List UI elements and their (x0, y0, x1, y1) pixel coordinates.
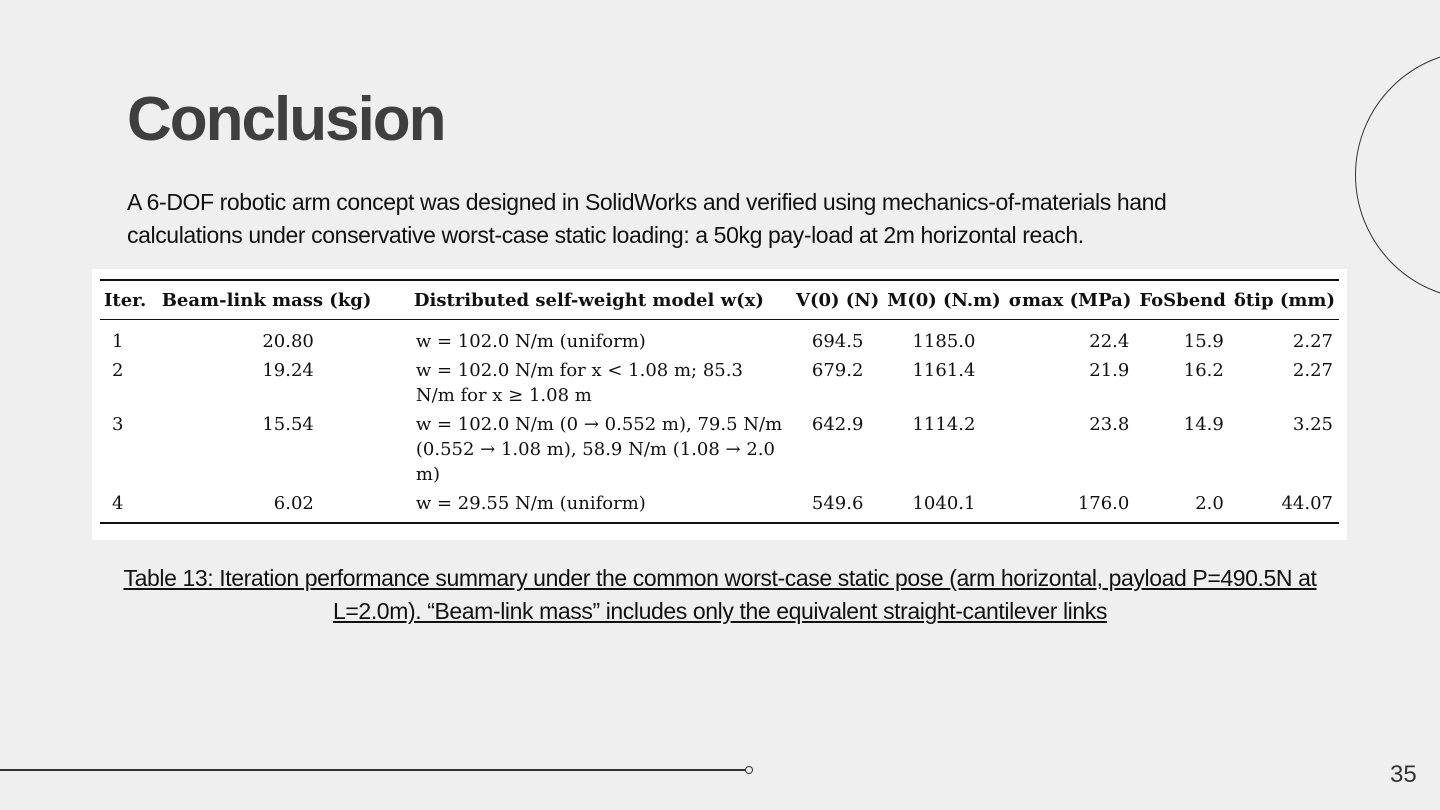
cell-delta: 44.07 (1281, 493, 1333, 514)
cell-iter: 1 (112, 331, 124, 352)
cell-sigma: 23.8 (1089, 414, 1130, 435)
cell-v0: 679.2 (811, 360, 864, 381)
header-delta: δtip (mm) (1233, 290, 1335, 311)
cell-fos: 2.0 (1195, 493, 1224, 514)
cell-v0: 642.9 (811, 414, 864, 435)
cell-m0: 1185.0 (912, 331, 976, 352)
header-model: Distributed self-weight model w(x) (413, 290, 764, 311)
slide-title: Conclusion (127, 85, 445, 154)
intro-paragraph: A 6-DOF robotic arm concept was designed in SolidWorks and verified using mechanics-of-materials hand calculations under conservative worst-case static loading: a 50kg pay-load at 2m horizontal reach. (127, 189, 1167, 248)
cell-v0: 549.6 (811, 493, 864, 514)
cell-fos: 15.9 (1183, 331, 1224, 352)
cell-model: w = 102.0 N/m for x < 1.08 m; 85.3 N/m for x ≥ 1.08 m (415, 360, 743, 406)
table-header-row (100, 280, 1339, 320)
cell-sigma: 21.9 (1089, 360, 1130, 381)
cell-mass: 19.24 (262, 360, 314, 381)
page-number: 35 (1390, 761, 1417, 788)
header-m0: M(0) (N.m) (887, 290, 1001, 311)
decorative-line (0, 769, 746, 771)
cell-fos: 16.2 (1183, 360, 1224, 381)
table-row (100, 489, 1339, 523)
decorative-line-endpoint (745, 766, 753, 774)
cell-model: w = 102.0 N/m (0 → 0.552 m), 79.5 N/m (0.552 → 1.08 m), 58.9 N/m (1.08 → 2.0 m) (415, 414, 783, 485)
cell-delta: 3.25 (1292, 414, 1333, 435)
cell-m0: 1114.2 (912, 414, 976, 435)
cell-m0: 1040.1 (912, 493, 976, 514)
cell-model: w = 29.55 N/m (uniform) (415, 493, 646, 514)
cell-model: w = 102.0 N/m (uniform) (415, 331, 646, 352)
cell-iter: 3 (112, 414, 124, 435)
cell-mass: 6.02 (273, 493, 314, 514)
cell-mass: 15.54 (262, 414, 314, 435)
table-row (100, 410, 1339, 489)
cell-v0: 694.5 (811, 331, 864, 352)
header-fos: FoSbend (1139, 290, 1226, 311)
header-sigma: σmax (MPa) (1008, 290, 1132, 311)
cell-iter: 4 (112, 493, 124, 514)
cell-m0: 1161.4 (912, 360, 976, 381)
cell-iter: 2 (112, 360, 124, 381)
iteration-performance-table (100, 279, 1339, 524)
cell-mass: 20.80 (262, 331, 314, 352)
decorative-circle (1355, 50, 1440, 300)
table-row (100, 356, 1339, 410)
header-iter: Iter. (104, 290, 147, 311)
cell-sigma: 22.4 (1089, 331, 1130, 352)
table-caption: Table 13: Iteration performance summary under the common worst-case static pose (arm horizontal, payload P=490.5N at L=2.0m). “Beam-link mass” includes only the equivalent straight-cantilever links (123, 565, 1317, 624)
iteration-table-image (92, 269, 1347, 540)
cell-fos: 14.9 (1183, 414, 1224, 435)
cell-sigma: 176.0 (1077, 493, 1130, 514)
cell-delta: 2.27 (1292, 360, 1333, 381)
cell-delta: 2.27 (1292, 331, 1333, 352)
header-v0: V(0) (N) (796, 290, 880, 311)
header-mass: Beam-link mass (kg) (161, 290, 372, 311)
table-row (100, 320, 1339, 357)
